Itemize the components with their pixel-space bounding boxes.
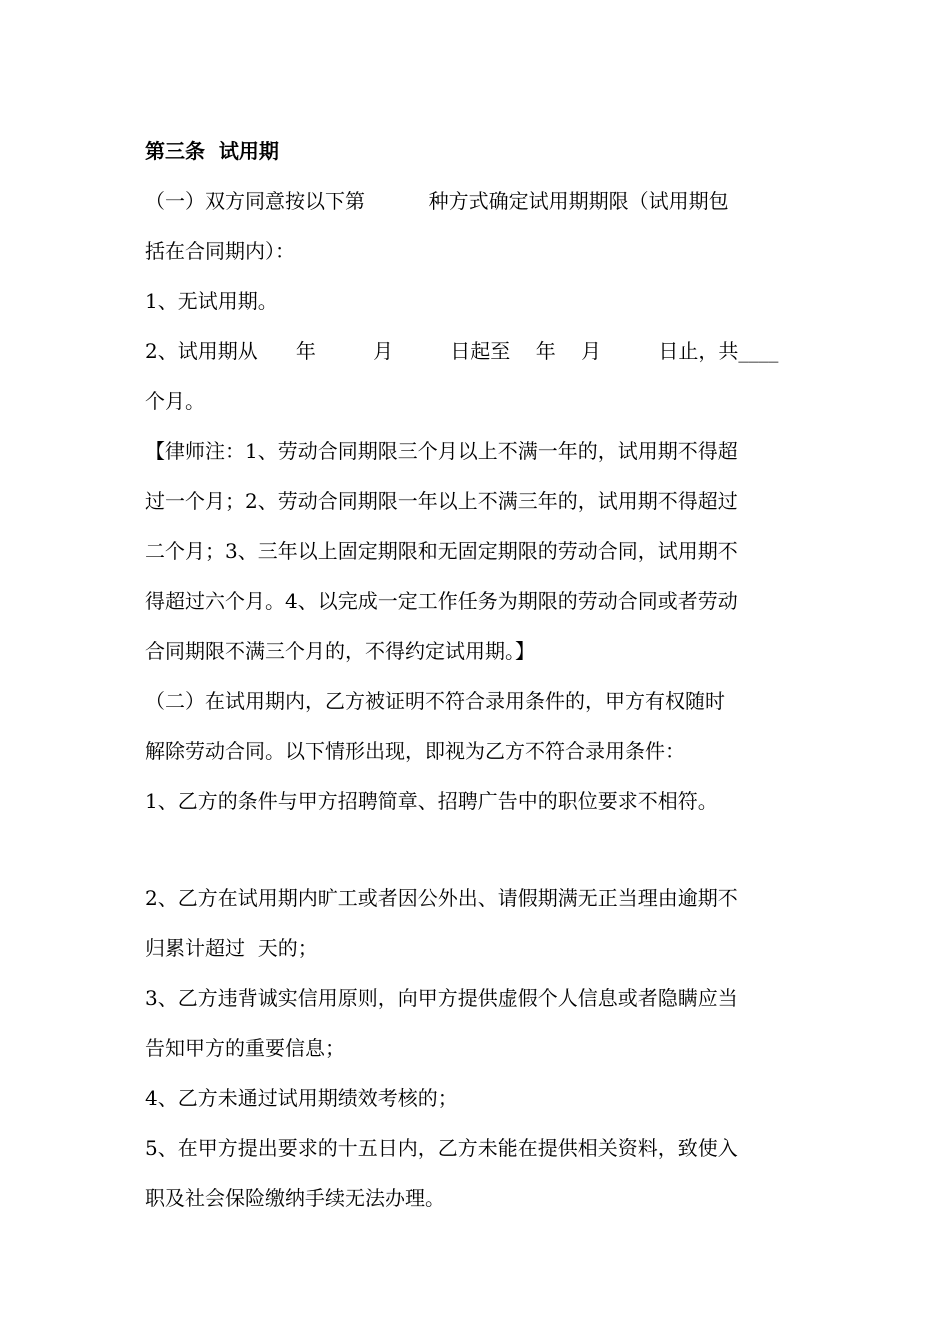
paragraph-line: 告知甲方的重要信息； [145,1036,345,1060]
paragraph-line: 1、无试用期。 [145,289,278,313]
paragraph-line: （一）双方同意按以下第 种方式确定试用期期限（试用期包 [145,189,729,213]
paragraph-line: 个月。 [145,389,205,413]
paragraph-line: 5、在甲方提出要求的十五日内，乙方未能在提供相关资料，致使入 [145,1136,738,1160]
paragraph-line: 2、试用期从 年 月 日起至 年 月 日止，共____ [145,339,779,363]
paragraph-line: 2、乙方在试用期内旷工或者因公外出、请假期满无正当理由逾期不 [145,886,738,910]
lawyer-note-line: 过一个月；2、劳动合同期限一年以上不满三年的，试用期不得超过 [145,489,738,513]
lawyer-note-line: 【律师注：1、劳动合同期限三个月以上不满一年的，试用期不得超 [145,439,738,463]
paragraph-line: 职及社会保险缴纳手续无法办理。 [145,1186,445,1210]
paragraph-line: 解除劳动合同。以下情形出现，即视为乙方不符合录用条件： [145,739,685,763]
paragraph-line: 归累计超过 天的； [145,936,318,960]
paragraph-line: 4、乙方未通过试用期绩效考核的； [145,1086,458,1110]
lawyer-note-line: 二个月；3、三年以上固定期限和无固定期限的劳动合同，试用期不 [145,539,738,563]
article-heading: 第三条 试用期 [145,139,279,163]
paragraph-line: （二）在试用期内，乙方被证明不符合录用条件的，甲方有权随时 [145,689,725,713]
lawyer-note-line: 得超过六个月。4、以完成一定工作任务为期限的劳动合同或者劳动 [145,589,738,613]
paragraph-line: 括在合同期内）： [145,239,295,263]
lawyer-note-line: 合同期限不满三个月的，不得约定试用期。】 [145,639,535,663]
paragraph-line: 3、乙方违背诚实信用原则，向甲方提供虚假个人信息或者隐瞒应当 [145,986,738,1010]
paragraph-line: 1、乙方的条件与甲方招聘简章、招聘广告中的职位要求不相符。 [145,789,718,813]
